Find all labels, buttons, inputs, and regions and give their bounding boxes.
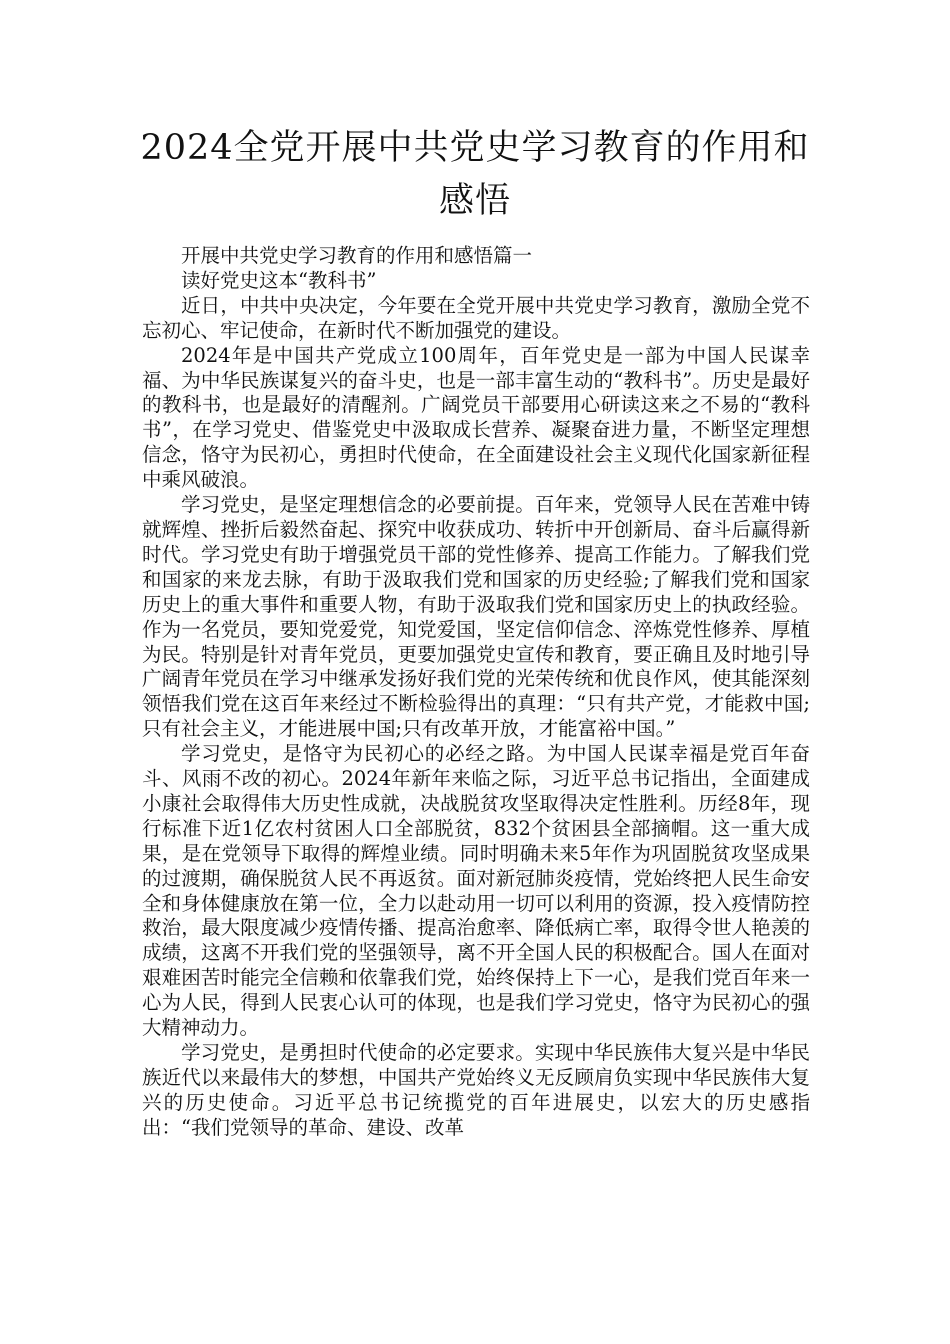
subtitle: 开展中共党史学习教育的作用和感悟篇一 bbox=[181, 244, 533, 267]
title-line-1: 2024全党开展中共党史学习教育的作用和 bbox=[140, 128, 810, 168]
paragraph: 学习党史，是恪守为民初心的必经之路。为中国人民谋幸福是党百年奋斗、风雨不改的初心。2024年新年来临之际，习近平总书记指出，全面建成小康社会取得伟大历史性成就，决战脱贫攻坚取得决定性胜利。历经8年，现行标准下近1亿农村贫困人口全部脱贫，832个贫困县全部摘帽。这一重大成果，是在党领导下取得的辉煌业绩。同时明确未来5年作为巩固脱贫攻坚成果的过渡期，确保脱贫人民不再返贫。面对新冠肺炎疫情，党始终把人民生命安全和身体健康放在第一位，全力以赴动用一切可以利用的资源，投入疫情防控救治，最大限度减少疫情传播、提高治愈率、降低病亡率，取得令世人艳羡的成绩，这离不开我们党的坚强领导，离不开全国人民的积极配合。国人在面对艰难困苦时能完全信赖和依靠我们党，始终保持上下一心，是我们党百年来一心为人民，得到人民衷心认可的体现，也是我们学习党史，恪守为民初心的强大精神动力。 bbox=[142, 742, 810, 1040]
section-heading: 读好党史这本“教科书” bbox=[181, 268, 377, 292]
paragraph: 近日，中共中央决定，今年要在全党开展中共党史学习教育，激励全党不忘初心、牢记使命，在新时代不断加强党的建设。 bbox=[142, 293, 810, 342]
paragraph: 学习党史，是勇担时代使命的必定要求。实现中华民族伟大复兴是中华民族近代以来最伟大的梦想，中国共产党始终义无反顾肩负实现中华民族伟大复兴的历史使命。习近平总书记统揽党的百年进展史，以宏大的历史感指出：“我们党领导的革命、建设、改革 bbox=[142, 1041, 810, 1139]
document-title bbox=[130, 122, 820, 228]
title-line-2: 感悟 bbox=[438, 181, 511, 221]
paragraph: 2024年是中国共产党成立100周年，百年党史是一部为中国人民谋幸福、为中华民族谋复兴的奋斗史，也是一部丰富生动的“教科书”。历史是最好的教科书，也是最好的清醒剂。广阔党员干部要用心研读这来之不易的“教科书”，在学习党史、借鉴党史中汲取成长营养、凝聚奋进力量，不断坚定理想信念，恪守为民初心，勇担时代使命，在全面建设社会主义现代化国家新征程中乘风破浪。 bbox=[142, 343, 810, 492]
document-body bbox=[142, 244, 810, 1141]
paragraph: 学习党史，是坚定理想信念的必要前提。百年来，党领导人民在苦难中铸就辉煌、挫折后毅然奋起、探究中收获成功、转折中开创新局、奋斗后赢得新时代。学习党史有助于增强党员干部的党性修养、提高工作能力。了解我们党和国家的来龙去脉，有助于汲取我们党和国家的历史经验;了解我们党和国家历史上的重大事件和重要人物，有助于汲取我们党和国家历史上的执政经验。作为一名党员，要知党爱党，知党爱国，坚定信仰信念、淬炼党性修养、厚植为民。特别是针对青年党员，更要加强党史宣传和教育，要正确且及时地引导广阔青年党员在学习中继承发扬好我们党的光荣传统和优良作风，使其能深刻领悟我们党在这百年来经过不断检验得出的真理：“只有共产党，才能救中国;只有社会主义，才能进展中国;只有改革开放，才能富裕中国。” bbox=[142, 493, 810, 741]
